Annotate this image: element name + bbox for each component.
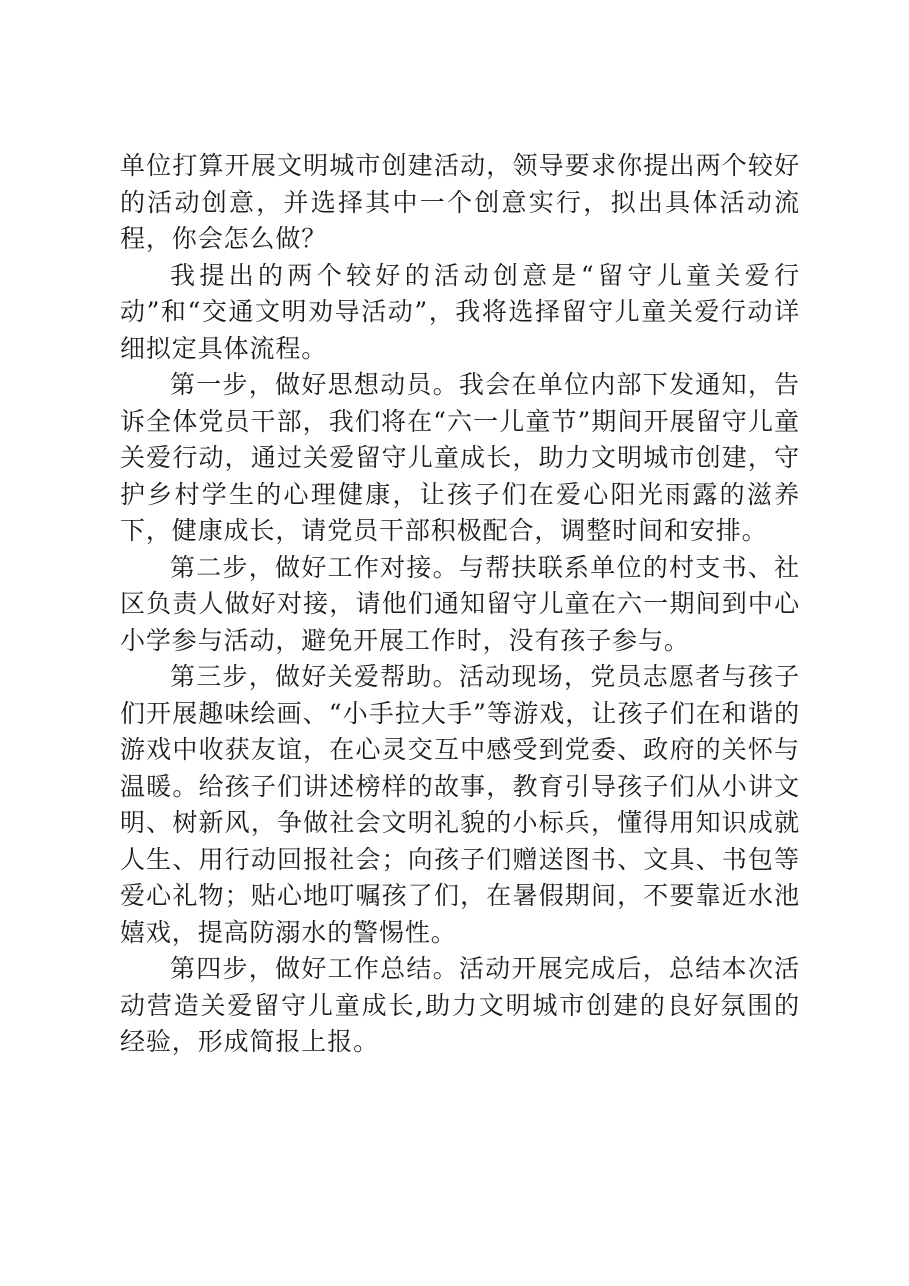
step-three-paragraph: 第三步，做好关爱帮助。活动现场，党员志愿者与孩子们开展趣味绘画、“小手拉大手”等游戏，让孩子们在和谐的游戏中收获友谊，在心灵交互中感受到党委、政府的关怀与温暖。给孩子们讲述榜样的故事，教育引导孩子们从小讲文明、树新风，争做社会文明礼貌的小标兵，懂得用知识成就人生、用行动回报社会；向孩子们赠送图书、文具、书包等爱心礼物；贴心地叮嘱孩了们，在暑假期间，不要靠近水池嬉戏，提高防溺水的警惕性。: [120, 662, 800, 947]
step-four-paragraph: 第四步，做好工作总结。活动开展完成后，总结本次活动营造关爱留守儿童成长,助力文明城市创建的良好氛围的经验，形成简报上报。: [120, 954, 800, 1056]
answer-intro-paragraph: 我提出的两个较好的活动创意是“留守儿童关爱行动”和“交通文明劝导活动”，我将选择留守儿童关爱行动详细拟定具体流程。: [120, 260, 800, 363]
step-two-paragraph: 第二步，做好工作对接。与帮扶联系单位的村支书、社区负责人做好对接，请他们通知留守儿童在六一期间到中心小学参与活动，避免开展工作时，没有孩子参与。: [120, 552, 800, 655]
step-one-paragraph: 第一步，做好思想动员。我会在单位内部下发通知，告诉全体党员干部，我们将在“六一儿童节”期间开展留守儿童关爱行动，通过关爱留守儿童成长，助力文明城市创建，守护乡村学生的心理健康，让孩子们在爱心阳光雨露的滋养下，健康成长，请党员干部积极配合，调整时间和安排。: [120, 370, 800, 545]
question-paragraph: 单位打算开展文明城市创建活动，领导要求你提出两个较好的活动创意，并选择其中一个创意实行，拟出具体活动流程，你会怎么做？: [120, 151, 800, 253]
document-body: [120, 148, 800, 1061]
